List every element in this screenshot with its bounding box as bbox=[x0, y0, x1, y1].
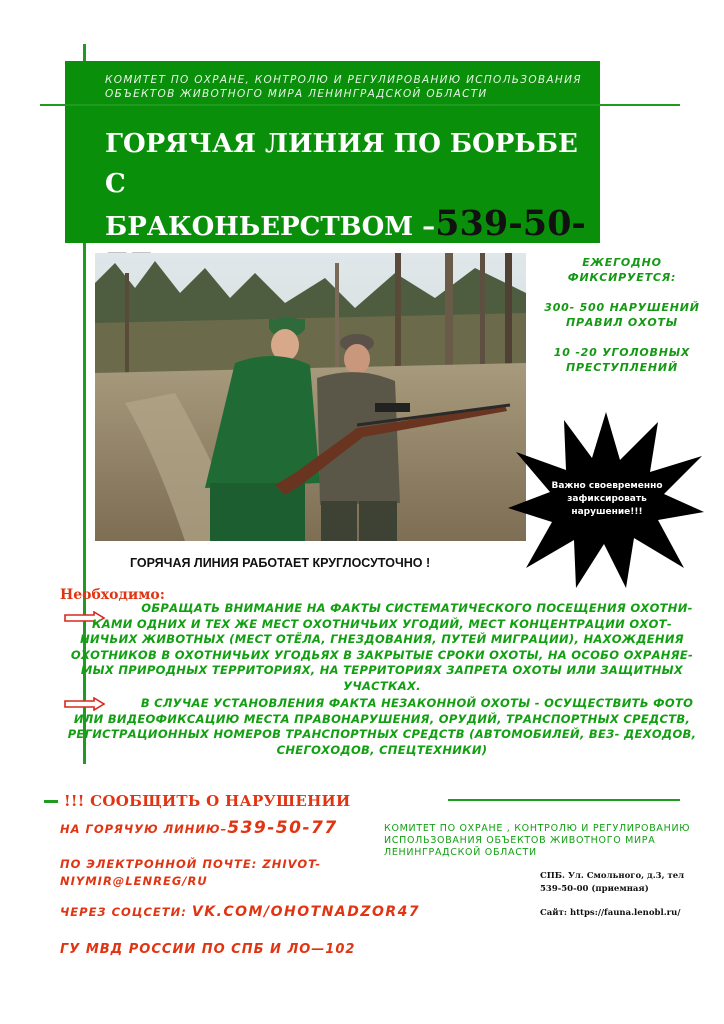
hunters-photo-image bbox=[95, 253, 526, 541]
report-hotline: НА ГОРЯЧУЮ ЛИНИЮ–539-50-77 bbox=[60, 818, 338, 838]
footer-phone[interactable]: 539-50-00 (приемная) bbox=[540, 884, 649, 894]
title-line-1: ГОРЯЧАЯ ЛИНИЯ ПО БОРЬБЕ С bbox=[105, 129, 578, 199]
report-email-address[interactable]: ZHIVOT- NIYMIR@LENREG/RU bbox=[60, 857, 322, 888]
stats-violations: 300- 500 НАРУШЕНИЙ ПРАВИЛ ОХОТЫ bbox=[544, 301, 700, 329]
horizontal-divider-right bbox=[448, 799, 680, 801]
report-social-link[interactable]: VK.COM/OHOTNADZOR47 bbox=[191, 904, 421, 920]
necessary-heading: Необходимо: bbox=[60, 587, 165, 603]
header-committee: КОМИТЕТ ПО ОХРАНЕ, КОНТРОЛЮ И РЕГУЛИРОВАНИЮ ИСПОЛЬЗОВАНИЯ ОБЪЕКТОВ ЖИВОТНОГО МИРА ЛЕНИНГРАДСКОЙ ОБЛАСТИ bbox=[105, 74, 582, 100]
hotline-24-7-notice: ГОРЯЧАЯ ЛИНИЯ РАБОТАЕТ КРУГЛОСУТОЧНО ! bbox=[130, 556, 431, 570]
report-police: ГУ МВД РОССИИ ПО СПБ И ЛО—102 bbox=[60, 942, 356, 957]
footer-committee: КОМИТЕТ ПО ОХРАНЕ , КОНТРОЛЮ И РЕГУЛИРОВАНИЮ ИСПОЛЬЗОВАНИЯ ОБЪЕКТОВ ЖИВОТНОГО МИРА ЛЕНИНГРАДСКОЙ ОБЛАСТИ bbox=[384, 823, 691, 858]
report-email: ПО ЭЛЕКТРОННОЙ ПОЧТЕ: ZHIVOT- NIYMIR@LENREG/RU bbox=[60, 857, 322, 888]
stats-crimes: 10 -20 УГОЛОВНЫХ ПРЕСТУПЛЕНИЙ bbox=[553, 346, 691, 374]
footer-site-link[interactable]: Сайт: https://fauna.lenobl.ru/ bbox=[540, 908, 681, 918]
report-heading: !!! СООБЩИТЬ О НАРУШЕНИИ bbox=[64, 792, 351, 810]
horizontal-divider-top bbox=[40, 104, 680, 106]
report-social: ЧЕРЕЗ СОЦСЕТИ: VK.COM/OHOTNADZOR47 bbox=[60, 904, 421, 920]
title-line-2: БРАКОНЬЕРСТВОМ –539-50- bbox=[105, 204, 595, 290]
hotline-phone[interactable]: 539-50- bbox=[435, 203, 586, 244]
footer-address: СПБ. Ул. Смольного, д.3, тел 539-50-00 (приемная) bbox=[540, 870, 720, 896]
report-hotline-phone[interactable]: 539-50-77 bbox=[227, 818, 338, 838]
hunters-photo bbox=[95, 253, 526, 541]
starburst-text: Важно своевременно зафиксировать нарушение!!! bbox=[551, 481, 663, 517]
necessary-item-1: ОБРАЩАТЬ ВНИМАНИЕ НА ФАКТЫ СИСТЕМАТИЧЕСКОГО ПОСЕЩЕНИЯ ОХОТНИ- КАМИ ОДНИХ И ТЕХ ЖЕ МЕСТ ОХОТНИЧЬИХ УГОДИЙ, МЕСТ КОНЦЕНТРАЦИИ ОХОТ- НИЧЬИХ ЖИВОТНЫХ (МЕСТ ОТЁЛА, ГНЕЗДОВАНИЯ, ПУТЕЙ МИГРАЦИИ), НАХОЖДЕНИЯ ОХОТНИКОВ В ОХОТНИЧЬИХ УГОДЬЯХ В ЗАКРЫТЫЕ СРОКИ ОХОТЫ, НА ОСОБО ОХРАНЯЕ- МЫХ ПРИРОДНЫХ ТЕРРИТОРИЯХ, НА ТЕРРИТОРИЯХ ЗАПРЕТА ОХОТЫ ИЛИ ЗАЩИТНЫХ УЧАСТКАХ. bbox=[70, 601, 694, 693]
necessary-item-2: В СЛУЧАЕ УСТАНОВЛЕНИЯ ФАКТА НЕЗАКОННОЙ ОХОТЫ - ОСУЩЕСТВИТЬ ФОТО ИЛИ ВИДЕОФИКСАЦИЮ МЕСТА ПРАВОНАРУШЕНИЯ, ОРУДИЙ, ТРАНСПОРТНЫХ СРЕДСТВ, РЕГИСТРАЦИОННЫХ НОМЕРОВ ТРАНСПОРТНЫХ СРЕДСТВ (АВТОМОБИЛЕЙ, ВЕЗ- ДЕХОДОВ, СНЕГОХОДОВ, СПЕЦТЕХНИКИ) bbox=[67, 696, 697, 757]
stats-yearly: ЕЖЕГОДНО ФИКСИРУЕТСЯ: bbox=[567, 256, 677, 284]
statistics-block bbox=[537, 255, 707, 390]
horizontal-divider-left bbox=[44, 800, 58, 803]
